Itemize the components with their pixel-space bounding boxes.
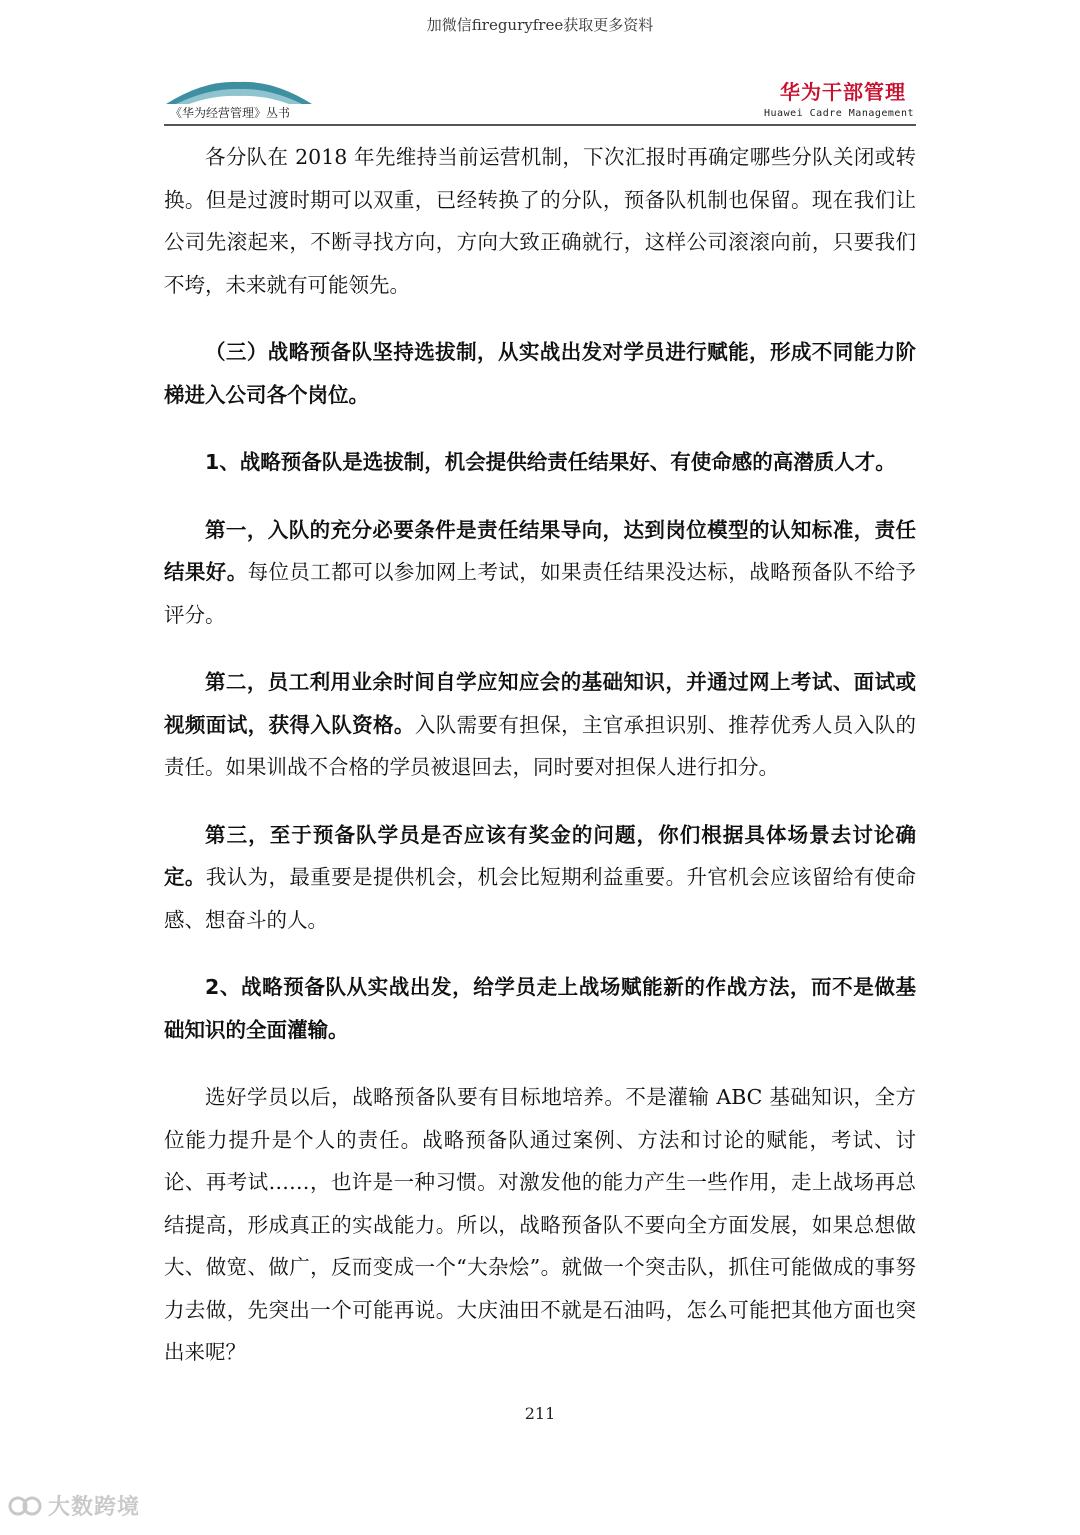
point-2-lead: 第二，员工利用业余时间自学应知应会的基础知识，并通过网上考试、面试或视频面试，获得入队资格。 [164,670,916,737]
mountain-wave-logo [164,78,314,106]
watermark [8,1490,140,1521]
point-1-body: 每位员工都可以参加网上考试，如果责任结果没达标，战略预备队不给予评分。 [164,560,917,627]
subheading-1: 1、战略预备队是选拔制，机会提供给责任结果好、有使命感的高潜质人才。 [205,450,896,474]
subheading-2: 2、战略预备队从实战出发，给学员走上战场赋能新的作战方法，而不是做基础知识的全面灌输。 [164,975,916,1042]
paragraph-1: 各分队在 2018 年先维持当前运营机制，下次汇报时再确定哪些分队关闭或转换。但是过渡时期可以双重，已经转换了的分队，预备队机制也保留。现在我们让公司先滚起来，不断寻找方向，方向大致正确就行，这样公司滚滚向前，只要我们不垮，未来就有可能领先。 [164,145,916,297]
point-2-body: 入队需要有担保，主官承担识别、推荐优秀人员入队的责任。如果训战不合格的学员被退回去，同时要对担保人进行扣分。 [164,712,917,779]
watermark-text: 大数跨境 [48,1495,141,1520]
paragraph-point-2 [164,661,916,789]
point-3-body: 我认为，最重要是提供机会，机会比短期利益重要。升官机会应该留给有使命感、想奋斗的人。 [164,865,917,932]
paragraph-point-3 [164,814,916,942]
brand-title-en: Huawei Cadre Management [764,108,914,119]
header-divider [164,124,916,126]
point-1-lead: 第一，入队的充分必要条件是责任结果导向，达到岗位模型的认知标准，责任结果好。 [164,517,916,584]
brand-title-cn: 华为干部管理 [780,80,906,104]
brand-watermark-icon [8,1491,42,1521]
paragraph-final: 选好学员以后，战略预备队要有目标地培养。不是灌输 ABC 基础知识，全方位能力提升是个人的责任。战略预备队通过案例、方法和讨论的赋能，考试、讨论、再考试……，也许是一种习惯。对激发他的能力产生一些作用，走上战场再总结提高，形成真正的实战能力。所以，战略预备队不要向全方面发展，如果总想做大、做宽、做广，反而变成一个“大杂烩”。就做一个突击队，抓住可能做成的事努力去做，先突出一个可能再说。大庆油田不就是石油吗，怎么可能把其他方面也突出来呢？ [164,1085,916,1364]
point-3-lead: 第三，至于预备队学员是否应该有奖金的问题，你们根据具体场景去讨论确定。 [164,822,916,889]
page-number: 211 [524,1404,556,1423]
section-heading: （三）战略预备队坚持选拔制，从实战出发对学员进行赋能，形成不同能力阶梯进入公司各个岗位。 [164,340,916,407]
book-series-title: 《华为经营管理》丛书 [170,106,291,120]
page-body [164,136,916,1374]
download-note: 加微信fireguryfree获取更多资料 [426,16,654,34]
paragraph-point-1 [164,509,916,637]
